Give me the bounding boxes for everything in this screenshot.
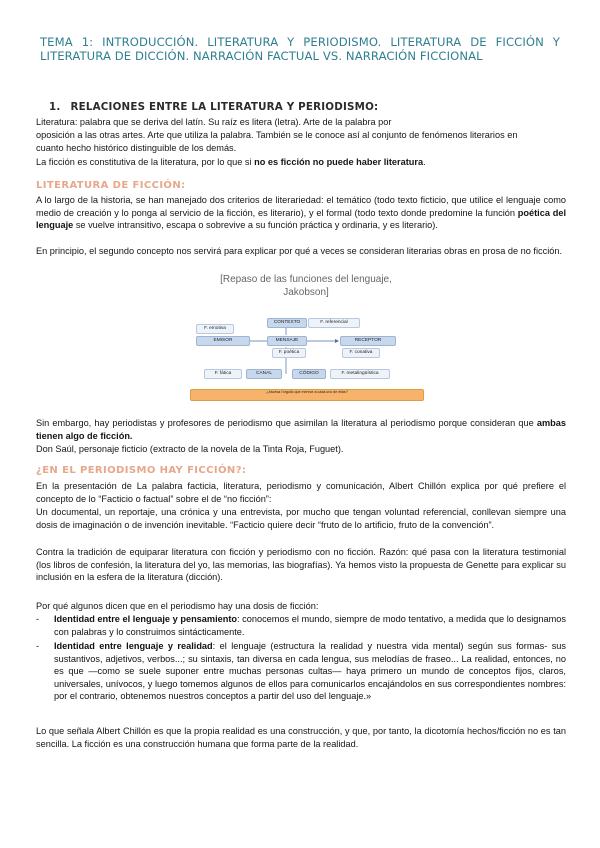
figure-title-line1: [Repaso de las funciones del lenguaje, <box>220 274 392 285</box>
heading-periodismo-ficcion: ¿EN EL PERIODISMO HAY FICCIÓN?: <box>36 465 247 476</box>
paragraph-documental: Un documental, un reportaje, una crónica y una entrevista, por mucho que tengan voluntad referencial, conllevan siempre una dosis de imaginación o de invención inevitable. “Facticio quiere decir “fruto de lo artificio, fruto de la convención”. <box>36 507 566 530</box>
bullet1-bold: Identidad entre el lenguaje y pensamiento <box>54 614 238 624</box>
paragraph-tradicion: Contra la tradición de equiparar literatura con ficción y periodismo con no ficción. Razón: qué pasa con la literatura testimonial (los libros de confesión, la literatura del yo, las memorias, las biografías). Ya hemos visto la propuesta de Genette para explicar su inclusión en la esfera de la literatura (dicción). <box>36 547 566 583</box>
literariedad-bold: poética del lenguaje <box>36 207 566 231</box>
literatura-definition-line1: Literatura: palabra que se deriva del latín. Su raíz es litera (letra). Arte de la palabra por <box>36 117 392 127</box>
figure-note: ¿Ascesa l'orgullo que merece a cada uno de ellas? <box>190 389 424 401</box>
bullet-dash: - <box>36 641 40 651</box>
box-receptor: RECEPTOR <box>340 336 396 346</box>
box-f-emotiva: F. emotiva <box>196 324 234 334</box>
box-f-metalinguistica: F. metalingüística <box>330 369 390 379</box>
box-contexto: CONTEXTO <box>267 318 307 328</box>
box-f-poetica: F. poética <box>272 348 306 358</box>
section-heading-relaciones <box>49 101 378 113</box>
section-heading-text: RELACIONES ENTRE LA LITERATURA Y PERIODISMO: <box>70 101 379 113</box>
bullet-pensamiento <box>54 613 566 638</box>
box-f-referencial: F. referencial <box>308 318 360 328</box>
paragraph-periodistas <box>36 417 566 442</box>
box-emisor: EMISOR <box>196 336 250 346</box>
box-canal: CANAL <box>246 369 282 379</box>
bullet-realidad <box>54 640 566 703</box>
box-mensaje: MENSAJE <box>267 336 307 346</box>
literariedad-text-end: se vuelve intransitivo, escapa o sobrevive a su función práctica y ordinaria, y es literario). <box>73 220 438 231</box>
periodistas-bold: ambas tienen algo de ficción. <box>36 418 566 441</box>
paragraph-conclusion: Lo que señala Albert Chillón es que la propia realidad es una construcción, y que, por tanto, la dicotomía hechos/ficción no es tan sencilla. La ficción es una construcción humana que forma parte de la realidad. <box>36 726 566 749</box>
ficcion-bold: no es ficción no puede haber literatura <box>254 157 424 167</box>
paragraph-segundo-concepto: En principio, el segundo concepto nos servirá para explicar por qué a veces se consideran literarias obras en prosa de no ficción. <box>36 246 563 256</box>
jakobson-figure <box>190 274 422 402</box>
box-f-conativa: F. conativa <box>342 348 380 358</box>
section-number: 1. <box>49 101 61 113</box>
literatura-definition-line2: oposición a las otras artes. Arte que utiliza la palabra. También se le conoce así al conjunto de fenómenos literarios en <box>36 130 518 140</box>
paragraph-chillon: En la presentación de La palabra facticia, literatura, periodismo y comunicación, Albert Chillón explica por qué prefiere el concepto de lo “Facticio o factual” sobre el de “no ficción”: <box>36 481 566 504</box>
box-codigo: CÓDIGO <box>292 369 326 379</box>
ficcion-constitutiva <box>36 156 566 169</box>
literariedad-text: A lo largo de la historia, se han manejado dos criterios de literariedad: el temático (todo texto ficticio, que utilice el lenguaje como medio de creación y lo ponga al servicio de la ficción, es literario), y el formal (todo texto donde predomine la función <box>36 195 566 218</box>
bullet2-text: : el lenguaje (estructura la realidad y nuestra vida mental) según sus formas- sus sustantivos, adjetivos, verbos...; su sintaxis, tan diversa en cada lengua, sus melodías de fraseo... La realidad, entonces, no es que —como se suele suponer entre muchas personas cultas— haya primero un mundo de conceptos fijos, claros, universales, unívocos, y luego tomemos algunos de ellos para comunicarlos encajándolos en sus correspondientes nombres: por el contrario, obtenemos nuestros conceptos a partir del uso del lenguaje.» <box>54 641 566 702</box>
bullet-dash: - <box>36 614 40 624</box>
figure-title-line2: Jakobson] <box>283 286 329 298</box>
heading-literatura-ficcion: LITERATURA DE FICCIÓN: <box>36 180 186 191</box>
paragraph-don-saul: Don Saúl, personaje ficticio (extracto de la novela de la Tinta Roja, Fuguet). <box>36 444 344 454</box>
periodistas-text: Sin embargo, hay periodistas y profesores de periodismo que asimilan la literatura al periodismo porque consideran que <box>36 418 537 428</box>
paragraph-por-que: Por qué algunos dicen que en el periodismo hay una dosis de ficción: <box>36 601 319 611</box>
bullet2-bold: Identidad entre lenguaje y realidad <box>54 641 213 651</box>
ficcion-period: . <box>423 157 426 167</box>
box-f-fatica: F. fática <box>204 369 242 379</box>
paragraph-literariedad <box>36 194 566 232</box>
literatura-definition-line3: cuanto hecho histórico distinguible de los demás. <box>36 143 237 153</box>
document-title: TEMA 1: INTRODUCCIÓN. LITERATURA Y PERIODISMO. LITERATURA DE FICCIÓN Y LITERATURA DE DICCIÓN. NARRACIÓN FACTUAL VS. NARRACIÓN FICCIONAL <box>40 35 560 63</box>
ficcion-text: La ficción es constitutiva de la literatura, por lo que si <box>36 157 255 167</box>
bullet1-text: : conocemos el mundo, siempre de modo tentativo, a medida que lo designamos con palabras y lo construimos sintácticamente. <box>54 614 566 637</box>
